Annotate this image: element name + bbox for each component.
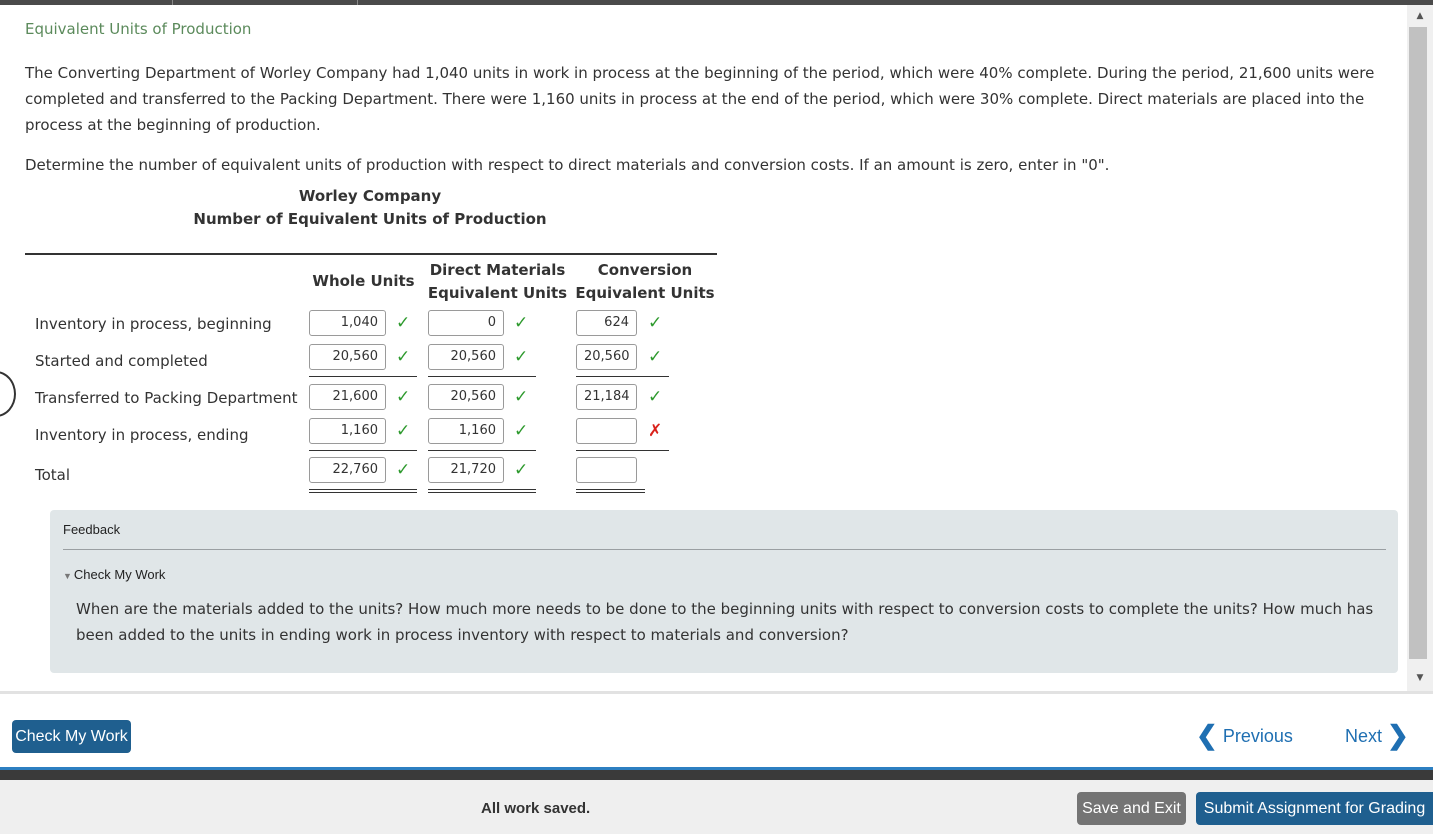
check-icon: ✓ bbox=[396, 460, 411, 480]
x-icon: ✗ bbox=[648, 421, 663, 441]
subtotal-rule-cc bbox=[576, 376, 669, 377]
double-rule-dm-2 bbox=[428, 492, 536, 493]
header-dm-line1: Direct Materials bbox=[429, 261, 566, 279]
double-rule-whole-1 bbox=[309, 489, 417, 490]
header-conversion bbox=[573, 259, 717, 305]
row-label-total: Total bbox=[35, 466, 71, 484]
header-whole-units-label: Whole Units bbox=[312, 272, 415, 290]
header-dm-line2: Equivalent Units bbox=[427, 284, 568, 302]
cc-units-ending-input[interactable] bbox=[576, 418, 637, 444]
check-my-work-button[interactable]: Check My Work bbox=[12, 720, 131, 753]
cc-units-transferred-input[interactable]: 21,184 bbox=[576, 384, 637, 410]
vertical-scrollbar[interactable] bbox=[1407, 5, 1433, 691]
chevron-right-icon: ❯ bbox=[1387, 720, 1409, 750]
cc-units-started-input[interactable]: 20,560 bbox=[576, 344, 637, 370]
check-icon: ✓ bbox=[396, 421, 411, 441]
section-title: Equivalent Units of Production bbox=[25, 20, 252, 38]
total-rule-cc bbox=[576, 450, 669, 451]
whole-units-ending-input[interactable]: 1,160 bbox=[309, 418, 386, 444]
feedback-text: When are the materials added to the units? How much more needs to be done to the beginning units with respect to conversion costs to complete the units? How much has been added to the units in ending work in process inventory with respect to materials and conversion? bbox=[76, 600, 1374, 644]
row-label-transferred: Transferred to Packing Department bbox=[35, 389, 298, 407]
check-my-work-toggle-label: Check My Work bbox=[73, 567, 166, 582]
header-direct-materials bbox=[425, 259, 570, 305]
report-company-name: Worley Company bbox=[298, 187, 442, 205]
cc-units-beginning-input[interactable]: 624 bbox=[576, 310, 637, 336]
content-area bbox=[0, 5, 1407, 695]
whole-units-transferred-input[interactable]: 21,600 bbox=[309, 384, 386, 410]
check-icon: ✓ bbox=[514, 347, 529, 367]
check-icon: ✓ bbox=[648, 313, 663, 333]
footer-dark-band bbox=[0, 770, 1433, 780]
whole-units-beginning-input[interactable]: 1,040 bbox=[309, 310, 386, 336]
check-icon: ✓ bbox=[396, 387, 411, 407]
save-status: All work saved. bbox=[481, 800, 591, 817]
double-rule-cc-1 bbox=[576, 489, 645, 490]
previous-button[interactable] bbox=[1196, 718, 1293, 754]
next-button[interactable] bbox=[1345, 718, 1409, 754]
feedback-divider bbox=[63, 549, 1386, 550]
check-icon: ✓ bbox=[514, 313, 529, 333]
check-icon: ✓ bbox=[396, 313, 411, 333]
previous-label: Previous bbox=[1222, 726, 1293, 746]
check-my-work-toggle[interactable] bbox=[63, 567, 165, 582]
scroll-down-arrow-icon[interactable]: ▼ bbox=[1416, 673, 1424, 683]
bottom-divider bbox=[0, 691, 1433, 694]
total-rule-dm bbox=[428, 450, 536, 451]
scroll-up-arrow-icon[interactable]: ▲ bbox=[1416, 11, 1424, 21]
report-title: Number of Equivalent Units of Production bbox=[193, 210, 547, 228]
feedback-label: Feedback bbox=[63, 522, 121, 537]
next-label: Next bbox=[1345, 726, 1383, 746]
dm-units-beginning-input[interactable]: 0 bbox=[428, 310, 504, 336]
dm-units-ending-input[interactable]: 1,160 bbox=[428, 418, 504, 444]
check-icon: ✓ bbox=[514, 460, 529, 480]
total-rule-whole bbox=[309, 450, 417, 451]
double-rule-cc-2 bbox=[576, 492, 645, 493]
instructions-text: Determine the number of equivalent units of production with respect to direct materials and conversion costs. If an amount is zero, enter in "0". bbox=[25, 156, 1110, 174]
whole-units-started-input[interactable]: 20,560 bbox=[309, 344, 386, 370]
chevron-left-icon: ❮ bbox=[1196, 720, 1218, 750]
circle-marker bbox=[0, 371, 16, 417]
save-and-exit-button[interactable]: Save and Exit bbox=[1077, 792, 1186, 825]
double-rule-dm-1 bbox=[428, 489, 536, 490]
dm-units-started-input[interactable]: 20,560 bbox=[428, 344, 504, 370]
check-icon: ✓ bbox=[396, 347, 411, 367]
whole-units-total-input[interactable]: 22,760 bbox=[309, 457, 386, 483]
check-icon: ✓ bbox=[514, 387, 529, 407]
problem-text: The Converting Department of Worley Company had 1,040 units in work in process at the beginning of the period, which were 40% complete. During the period, 21,600 units were completed and transferred to the Packing Department. There were 1,160 units in process at the end of the period, which were 30% complete. Direct materials are placed into the process at the beginning of production. bbox=[25, 64, 1375, 134]
subtotal-rule-whole bbox=[309, 376, 417, 377]
row-label-started-completed: Started and completed bbox=[35, 352, 208, 370]
double-rule-whole-2 bbox=[309, 492, 417, 493]
row-label-ending: Inventory in process, ending bbox=[35, 426, 249, 444]
check-icon: ✓ bbox=[514, 421, 529, 441]
header-whole-units bbox=[306, 270, 421, 293]
check-icon: ✓ bbox=[648, 347, 663, 367]
check-icon: ✓ bbox=[648, 387, 663, 407]
footer-bar bbox=[0, 780, 1433, 834]
table-top-rule bbox=[25, 253, 717, 255]
dm-units-transferred-input[interactable]: 20,560 bbox=[428, 384, 504, 410]
scrollbar-thumb[interactable] bbox=[1409, 27, 1427, 659]
subtotal-rule-dm bbox=[428, 376, 536, 377]
submit-assignment-button[interactable]: Submit Assignment for Grading bbox=[1196, 792, 1433, 825]
triangle-down-icon: ▼ bbox=[63, 571, 72, 581]
feedback-panel bbox=[50, 510, 1398, 673]
dm-units-total-input[interactable]: 21,720 bbox=[428, 457, 504, 483]
row-label-beginning: Inventory in process, beginning bbox=[35, 315, 272, 333]
header-cc-line2: Equivalent Units bbox=[575, 284, 715, 302]
header-cc-line1: Conversion bbox=[597, 261, 693, 279]
cc-units-total-input[interactable] bbox=[576, 457, 637, 483]
